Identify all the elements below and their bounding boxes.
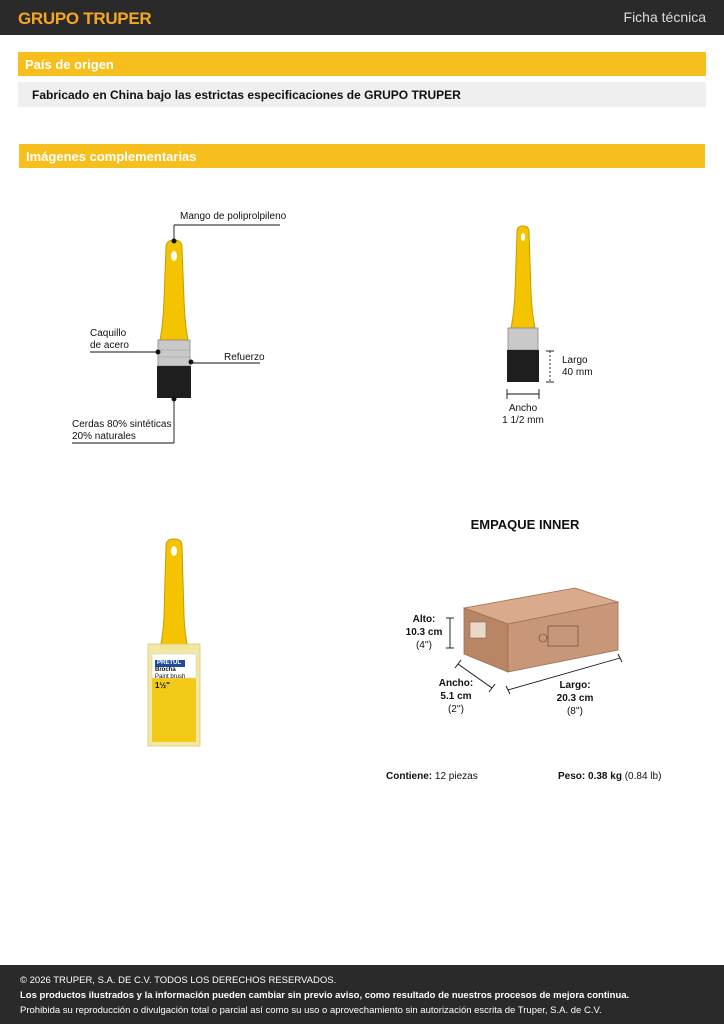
- package-weight: Peso: 0.38 kg (0.84 lb): [558, 771, 662, 782]
- brush-illustration: [157, 240, 191, 398]
- bristles-label: Cerdas 80% sintéticas 20% naturales: [72, 419, 172, 442]
- origin-section-header: [18, 52, 706, 76]
- package-contents: Contiene: 12 piezas: [386, 771, 478, 782]
- footer: [0, 965, 724, 1024]
- images-section-header: [19, 144, 705, 168]
- product-name-text: Brocha: [155, 667, 176, 673]
- document-type: Ficha técnica: [623, 9, 706, 25]
- width-dimension-label: Ancho 1 1/2 mm: [502, 403, 544, 426]
- packaged-brush-image: [140, 536, 210, 751]
- brush-dimensions-diagram: [490, 222, 590, 412]
- product-brand-text: PRETUL: [155, 660, 185, 667]
- package-length-label: Largo: 20.3 cm (8''): [556, 680, 594, 717]
- footer-notice: Los productos ilustrados y la información pueden cambiar sin previo aviso, como resultado de nuestros procesos de mejora continua.: [20, 990, 630, 1001]
- origin-row: [18, 82, 706, 107]
- brush-illustration-small: [507, 226, 539, 382]
- images-section-title: Imágenes complementarias: [26, 149, 197, 164]
- origin-section-title: País de origen: [25, 57, 114, 72]
- product-label: [155, 660, 185, 690]
- product-size-text: 1½": [155, 681, 170, 690]
- length-dimension-label: Largo 40 mm: [562, 355, 593, 378]
- handle-label: Mango de poliprolpileno: [180, 211, 287, 222]
- package-height-label: Alto: 10.3 cm (4''): [405, 614, 443, 651]
- package-width-label: Ancho: 5.1 cm (2''): [438, 678, 474, 715]
- brand-logo: GRUPO TRUPER: [18, 9, 152, 28]
- footer-prohibition: Prohibida su reproducción o divulgación total o parcial así como su uso o aprovechamiento sin autorización escrita de Truper, S.A. de C.V.: [20, 1005, 602, 1016]
- package-title: EMPAQUE INNER: [470, 517, 580, 532]
- origin-text: Fabricado en China bajo las estrictas especificaciones de GRUPO TRUPER: [32, 88, 461, 102]
- footer-copyright: © 2026 TRUPER, S.A. DE C.V. TODOS LOS DERECHOS RESERVADOS.: [20, 975, 337, 986]
- ferrule-label: Caquillo de acero: [90, 328, 129, 351]
- reinforcement-label: Refuerzo: [224, 352, 265, 363]
- top-bar: [0, 0, 724, 35]
- box-illustration: [464, 588, 618, 672]
- product-name-en-text: Paint brush: [155, 674, 186, 680]
